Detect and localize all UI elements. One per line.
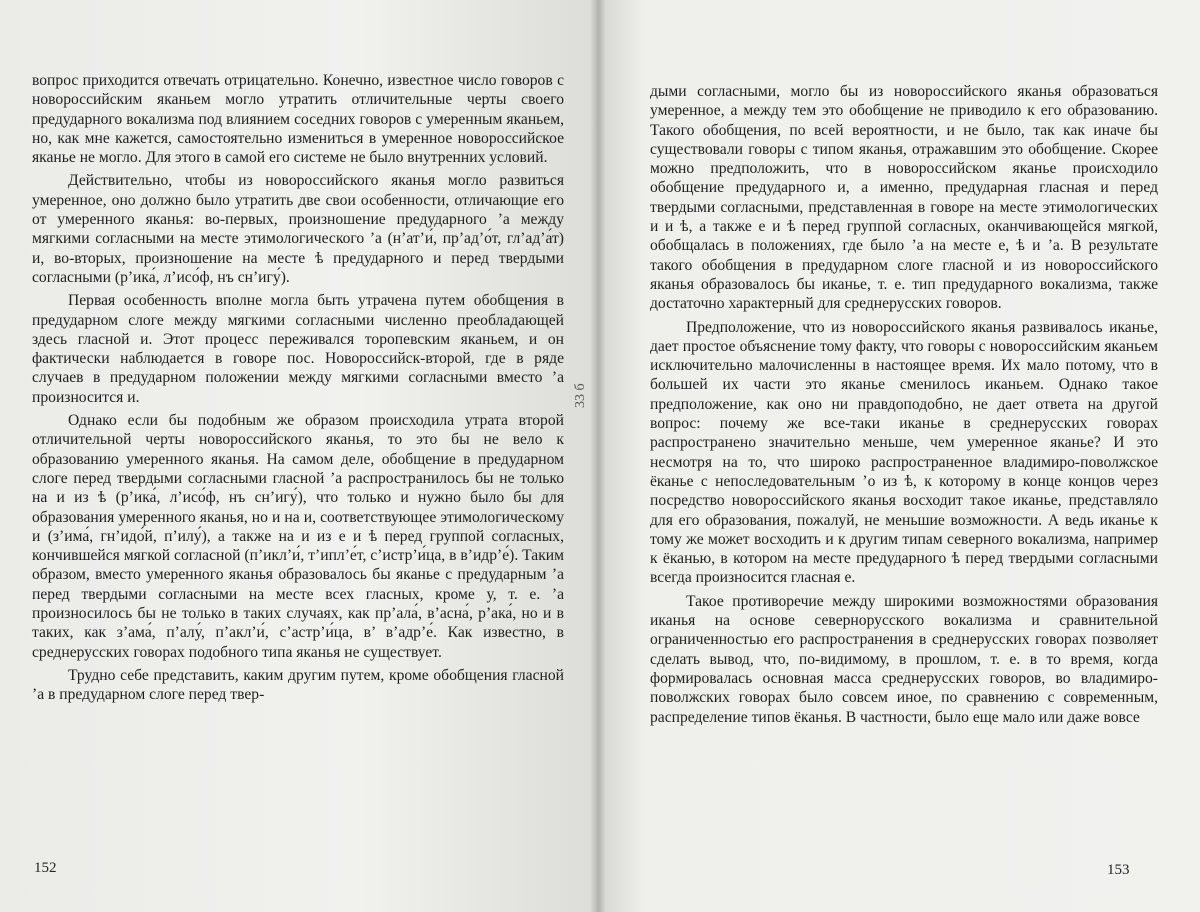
right-paragraph-2: Предположение, что из новороссийского яканья развивалось иканье, дает простое объяснение тому факту, что говоры с новороссийским яканьем исключительно малочисленны в настоящее время. Их мало потому, что в большей их части это яканье сменилось иканьем. Однако такое предположение, как оно ни правдоподобно, не дает ответа на другой вопрос: почему же все-таки иканье в среднерусских говорах распространено значительно меньше, чем умеренное яканье? И это несмотря на то, что широко распространенное владимиро-поволжское ёканье с непоследовательным ’о из ѣ, к которому в конце концов через посредство новороссийского яканья восходит такое иканье, представляло для его образования, пожалуй, не меньшие возможности. А ведь иканье к тому же может восходить и к другим типам северного вокализма, например к ёканью, в котором на месте предударного ѣ перед твердыми согласными всегда произносится гласная е. [650, 318, 1158, 587]
margin-note: 33 б [573, 383, 588, 408]
left-page-text [32, 71, 564, 705]
book-gutter [590, 0, 606, 912]
right-page-number: 153 [1107, 862, 1130, 878]
left-paragraph-2: Действительно, чтобы из новороссийского яканья могло развиться умеренное, оно должно было утратить две свои особенности, отличающие его от умеренного яканья: во-первых, произношение предударного ’а между мягкими согласными на месте этимологического ’а (н’ат’и́, пр’ад’о́т, гл’ад’а́т) и, во-вторых, произношение на месте ѣ предударного и перед твердыми согласными (р’ика́, л’исо́ф, нъ сн’игу́). [32, 172, 564, 286]
left-paragraph-4: Однако если бы подобным же образом происходила утрата второй отличительной черты новороссийского яканья, то это бы не вело к образованию умеренного яканья. На самом деле, обобщение в предударном слоге перед твердыми согласными гласной ’а распространилось бы не только на и из ѣ (р’ика́, л’исо́ф, нъ сн’игу́), что только и нужно было бы для образования умеренного яканья, но и на и, соответствующее этимологическому и (з’има́, гн’идо́й, п’илу́), а также на и из е и ѣ перед группой согласных, кончившейся мягкой согласной (п’икл’и́, т’ипл’е́т, с’истр’и́ца, в в’идр’е́). Таким образом, вместо умеренного яканья образовалось бы яканье с предударным ’а перед твердыми согласными на месте всех гласных, кроме у, т. е. ’а произносилось бы не только в таких случаях, как пр’ала́, в’асна́, р’ака́, но и в таких, как з’ама́, п’алу́, п’акл’и́, с’астр’и́ца, в’ в’адр’е́. Как известно, в среднерусских говорах подобного типа яканья не существует. [32, 412, 564, 661]
left-paragraph-3: Первая особенность вполне могла быть утрачена путем обобщения в предударном слоге между мягкими согласными численно преобладающей здесь гласной и. Этот процесс переживался торопевским яканьем, и он фактически наблюдается в говоре пос. Новороссийск-второй, где в ряде случаев в предударном положении между мягкими согласными вместо ’а произносится и. [32, 292, 564, 406]
right-paragraph-1: дыми согласными, могло бы из новороссийского яканья образоваться умеренное, а между тем это обобщение не приводило к его образованию. Такого обобщения, по всей вероятности, и не было, так как иначе бы существовали говоры с типом яканья, отражавшим это обобщение. Скорее можно предположить, что в новороссийском яканье происходило обобщение предударного и, а именно, предударная гласная и перед твердыми согласными, представленная в говоре на месте этимологических и и ѣ, а также е и ѣ перед группой согласных, оканчивающейся мягкой, обобщалась в положениях, где было ’а на месте е, ѣ и ’а. В результате такого обобщения в предударном слоге гласной и из новороссийского яканья образовалось бы иканье, т. е. тип предударного вокализма, также достаточно характерный для среднерусских говоров. [650, 83, 1158, 313]
left-paragraph-1: вопрос приходится отвечать отрицательно. Конечно, известное число говоров с новороссийским яканьем могло утратить отличительные черты своего предударного вокализма под влиянием соседних говоров с умеренным яканьем, но, как мне кажется, самостоятельно измениться в умеренное новороссийское яканье не могло. Для этого в самой его системе не было внутренних условий. [32, 72, 564, 167]
right-paragraph-3: Такое противоречие между широкими возможностями образования иканья на основе севернорусского вокализма и сравнительной ограниченностью его распространения в среднерусских говорах позволяет сделать вывод, что, по-видимому, в прошлом, т. е. в то время, когда формировалась основная масса среднерусских говоров, во владимиро-поволжских говорах было совсем иное, по сравнению с современным, распределение типов ёканья. В частности, было еще мало или даже вовсе [650, 592, 1158, 726]
right-page-text [650, 82, 1158, 727]
left-page-number: 152 [34, 860, 57, 876]
left-paragraph-5: Трудно себе представить, каким другим путем, кроме обобщения гласной ’а в предударном слоге перед твер- [32, 666, 564, 704]
